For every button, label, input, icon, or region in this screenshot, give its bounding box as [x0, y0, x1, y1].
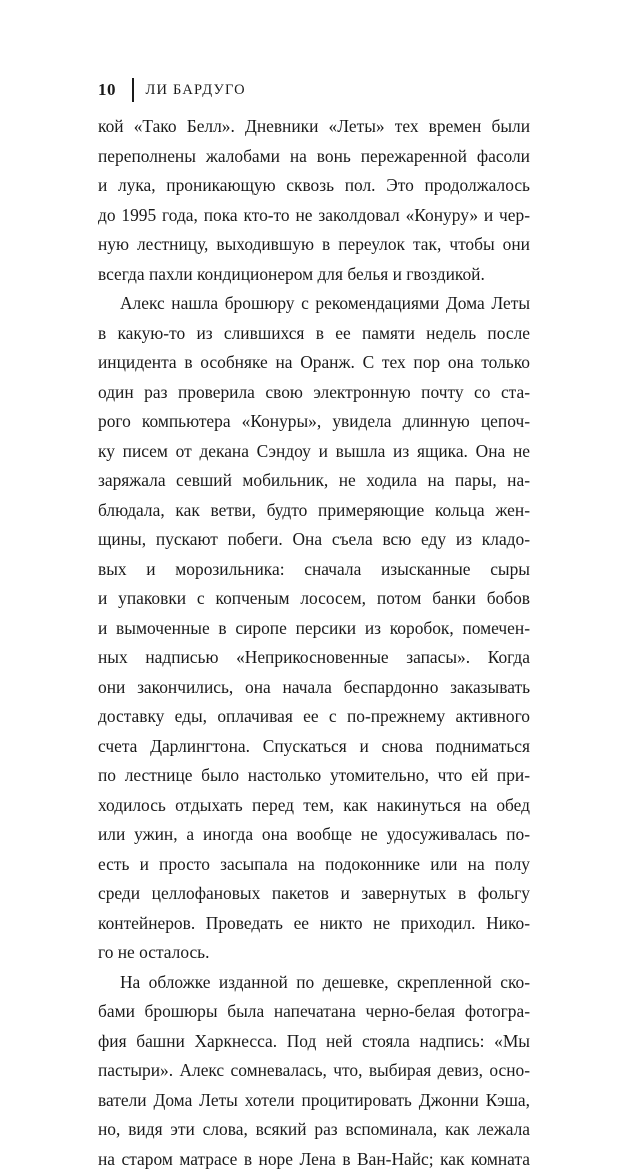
text-line: фия башни Харкнесса. Под ней стояла надпись: «Мы: [98, 1027, 530, 1057]
text-line: ных надписью «Неприкосновенные запасы». Когда: [98, 643, 530, 673]
text-line: на старом матрасе в норе Лена в Ван-Найс; как комната: [98, 1145, 530, 1174]
text-line: один раз проверила свою электронную почту со ста-: [98, 378, 530, 408]
text-line: до 1995 года, пока кто-то не заколдовал «Конуру» и чер-: [98, 201, 530, 231]
text-line: переполнены жалобами на вонь пережаренной фасоли: [98, 142, 530, 172]
text-line: Алекс нашла брошюру с рекомендациями Дома Леты: [98, 289, 530, 319]
author-name: ЛИ БАРДУГО: [146, 82, 246, 99]
text-line: по лестнице было настолько утомительно, что ей при-: [98, 761, 530, 791]
text-line: или ужин, а иногда она вообще не удосуживалась по-: [98, 820, 530, 850]
text-line: бами брошюры была напечатана черно-белая фотогра-: [98, 997, 530, 1027]
text-line: ватели Дома Леты хотели процитировать Джонни Кэша,: [98, 1086, 530, 1116]
text-line: ку писем от декана Сэндоу и вышла из ящика. Она не: [98, 437, 530, 467]
text-line: ную лестницу, выходившую в переулок так, чтобы они: [98, 230, 530, 260]
text-line: контейнеров. Проведать ее никто не приходил. Нико-: [98, 909, 530, 939]
text-line: пастыри». Алекс сомневалась, что, выбирая девиз, осно-: [98, 1056, 530, 1086]
text-line: го не осталось.: [98, 938, 530, 968]
text-line: На обложке изданной по дешевке, скрепленной ско-: [98, 968, 530, 998]
text-line: и лука, проникающую сквозь пол. Это продолжалось: [98, 171, 530, 201]
text-line: но, видя эти слова, всякий раз вспоминала, как лежала: [98, 1115, 530, 1145]
page-number: 10: [98, 80, 116, 100]
text-line: есть и просто засыпала на подоконнике или на полу: [98, 850, 530, 880]
text-line: заряжала севший мобильник, не ходила на пары, на-: [98, 466, 530, 496]
text-line: инцидента в особняке на Оранж. С тех пор она только: [98, 348, 530, 378]
text-line: рого компьютера «Конуры», увидела длинную цепоч-: [98, 407, 530, 437]
text-line: щины, пускают побеги. Она съела всю еду из кладо-: [98, 525, 530, 555]
text-line: вых и морозильника: сначала изысканные сыры: [98, 555, 530, 585]
text-line: всегда пахли кондиционером для белья и гвоздикой.: [98, 260, 530, 290]
text-line: ходилось отдыхать перед тем, как накинуться на обед: [98, 791, 530, 821]
text-line: счета Дарлингтона. Спускаться и снова подниматься: [98, 732, 530, 762]
header-divider: [132, 78, 134, 102]
body-text: [98, 112, 530, 1174]
text-line: среди целлофановых пакетов и завернутых в фольгу: [98, 879, 530, 909]
text-line: кой «Тако Белл». Дневники «Леты» тех времен были: [98, 112, 530, 142]
text-line: они закончились, она начала беспардонно заказывать: [98, 673, 530, 703]
text-line: в какую-то из слившихся в ее памяти недель после: [98, 319, 530, 349]
running-head: [98, 78, 246, 102]
text-line: доставку еды, оплачивая ее с по-прежнему активного: [98, 702, 530, 732]
text-line: блюдала, как ветви, будто примеряющие кольца жен-: [98, 496, 530, 526]
text-line: и вымоченные в сиропе персики из коробок, помечен-: [98, 614, 530, 644]
text-line: и упаковки с копченым лососем, потом банки бобов: [98, 584, 530, 614]
